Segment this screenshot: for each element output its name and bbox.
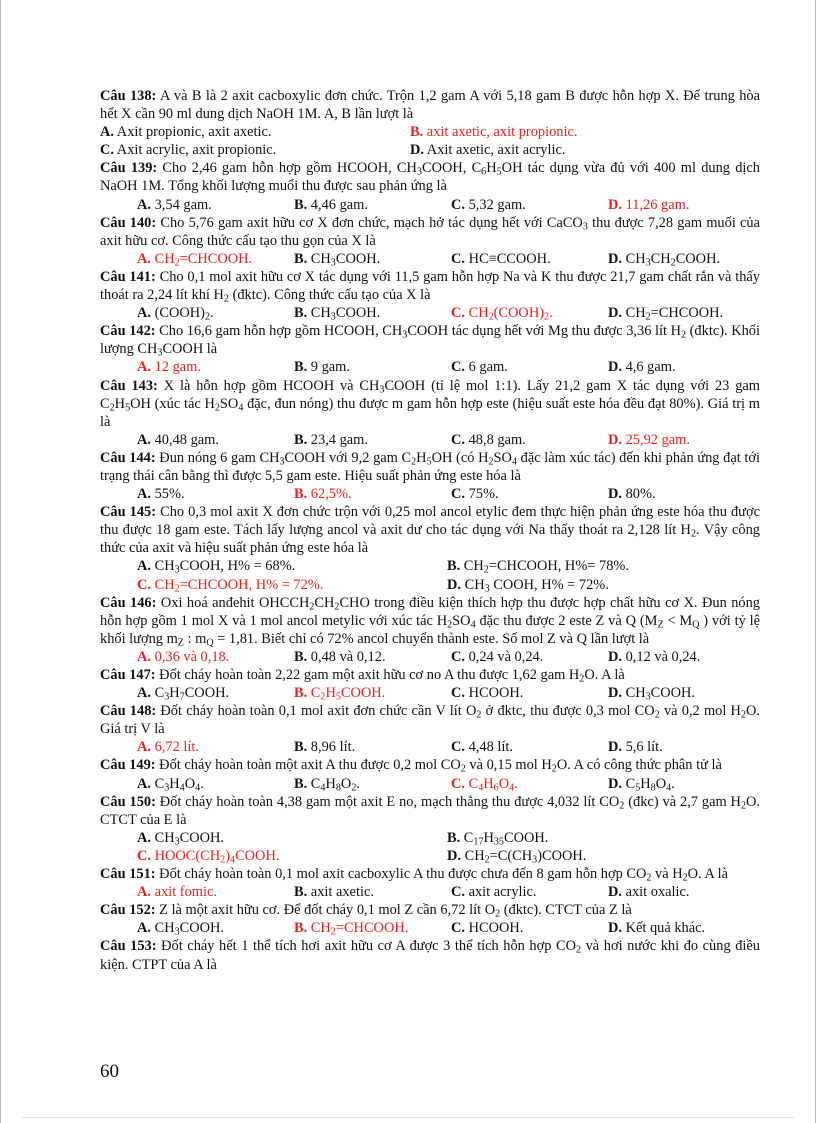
option-text: 9 gam. [307,359,350,376]
question-body: Cho 5,76 gam axit hữu cơ X đơn chức, mạch hở tác dụng hết với CaCO$_3$ thu được 7,28 gam muối của axit hữu cơ. Công thức cấu tạo thu gọn của X là [100,214,760,249]
question-text [100,793,760,829]
question-label: Câu 143: [100,377,158,394]
answer-option [137,775,294,793]
option-text: 5,6 lít. [622,739,663,756]
answer-option [451,883,608,901]
option-text: 4,6 gam. [622,359,676,376]
option-letter: B. [294,196,308,213]
answer-option [100,123,410,141]
option-text: $CH_2=CHCOOH$. [151,250,253,269]
option-text: $CH_3COOH$. [307,250,381,269]
answer-option-correct [137,576,447,594]
answer-option [137,485,294,503]
question-label: Câu 152: [100,902,156,919]
option-text: 4,48 lít. [465,739,513,756]
option-letter: D. [608,359,622,376]
option-text: axit axetic, axit propionic. [423,124,578,141]
answer-option-correct [608,431,760,449]
question-body: Đốt cháy hoàn toàn 4,38 gam một axit E no, mạch thẳng thu được 4,032 lít $CO_2$ (đkc) và 2,7 gam $H_2O$. CTCT của E là [100,793,760,828]
option-text: 0,36 và 0,18. [151,648,230,665]
question [100,594,760,666]
answer-option [137,684,294,702]
option-text: 4,46 gam. [307,196,368,213]
answer-option [137,829,447,847]
answer-option-correct [294,485,451,503]
answer-option [447,829,760,847]
question-text [100,214,760,250]
option-text: $(COOH)_2$. [151,305,214,323]
answer-option [294,431,451,449]
option-letter: C. [451,920,465,937]
question [100,865,760,901]
option-text: $C_2H_5COOH$. [307,685,386,703]
option-letter: D. [608,250,622,267]
question-body: Cho 16,6 gam hỗn hợp gồm HCOOH, $CH_3COOH$ tác dụng hết với Mg thu được 3,36 lít $H_2$ (đktc). Khối lượng $CH_3COOH$ là [100,323,760,359]
answer-options [100,648,760,666]
question [100,666,760,702]
option-text: 62,5%. [307,486,352,503]
option-text: $C_{17}H_{35}COOH$. [460,829,549,848]
option-letter: A. [137,431,151,448]
option-letter: A. [137,829,151,846]
question [100,159,760,213]
answer-options [100,557,760,593]
option-text: 0,24 và 0,24. [465,648,544,665]
question-body: A và B là 2 axit cacboxylic đơn chức. Trộn 1,2 gam A với 5,18 gam B được hỗn hợp X. Để trung hòa hết X cần 90 ml dung dịch NaOH 1M. A, B lần lượt là [100,88,760,123]
question [100,793,760,865]
option-text: $CH_3COOH$. [151,920,225,938]
option-letter: C. [451,431,465,448]
option-text: 0,48 và 0,12. [307,648,386,665]
question [100,901,760,937]
answer-options [100,358,760,376]
answer-option-correct [137,648,294,666]
option-text: $CH_3COOH$. [622,685,696,703]
option-text: $C_4H_6O_4$. [465,775,518,794]
option-text: $CH_2=C(CH_3)COOH$. [461,847,587,866]
answer-option [451,485,608,503]
option-letter: B. [447,829,461,846]
question [100,268,760,322]
answer-option [608,648,760,666]
option-letter: C. [451,685,465,702]
option-letter: A. [137,739,151,756]
answer-option [608,485,760,503]
option-text: $C_5H_8O_4$. [622,775,675,794]
answer-option [451,648,608,666]
question [100,449,760,503]
option-letter: B. [447,558,461,575]
question [100,322,760,376]
option-letter: C. [100,142,114,159]
question-text [100,666,760,684]
answer-options [100,883,760,901]
answer-option [451,684,608,702]
option-text: $C_4H_8O_2$. [307,775,360,794]
question [100,377,760,449]
option-text: 6 gam. [465,359,508,376]
answer-option-correct [137,250,294,268]
question-body: Z là một axit hữu cơ. Để đốt cháy 0,1 mol Z cần 6,72 lít $O_2$ (đktc). CTCT của Z là [155,902,632,920]
option-text: 75%. [465,486,499,503]
option-text: axit acrylic. [465,884,537,901]
question-label: Câu 138: [100,88,157,104]
answer-option-correct [294,684,451,702]
option-text: $CH_3COOH$. [307,305,381,323]
answer-option [294,648,451,666]
question-body: Cho 2,46 gam hỗn hợp gồm HCOOH, $CH_3COOH$, $C_6H_5OH$ tác dụng vừa đủ với 400 ml dung dịch NaOH 1M. Tổng khối lượng muối thu được sau phản ứng là [100,160,760,195]
option-letter: C. [137,847,151,864]
option-text: HCOOH. [465,920,524,937]
question-text [100,901,760,919]
question-text [100,937,760,973]
answer-options [100,196,760,214]
question-body: Đốt cháy hoàn toàn một axit A thu được 0,2 mol $CO_2$ và 0,15 mol $H_2O$. A có công thức phân tử là [155,757,722,775]
question-text [100,503,760,557]
question-body: Oxi hoá anđehit $OHCCH_2CH_2CHO$ trong điều kiện thích hợp thu được hợp chất hữu cơ X. Đun nóng hỗn hợp gồm 1 mol X và 1 mol ancol metylic với xúc tác $H_2SO_4$ đặc thu được 2 este Z và Q ($M_Z < M_Q$ ) với tỷ lệ khối lượng $m_Z$ : $m_Q = 1,81$. Biết chỉ có 72% ancol chuyển thành este. Số mol Z và Q lần lượt là [100,594,760,649]
answer-options [100,919,760,937]
answer-option [608,919,760,937]
option-letter: B. [294,920,308,937]
option-text: $C_3H_4O_4$. [151,775,204,794]
option-text: axit oxalic. [622,884,690,901]
question-text [100,322,760,358]
option-letter: C. [451,884,465,901]
answer-option-correct [410,123,760,141]
option-text: 8,96 lít. [307,739,356,756]
answer-option [137,919,294,937]
answer-option [608,738,760,756]
option-letter: B. [294,486,308,503]
option-letter: B. [294,359,308,376]
question-body: X là hỗn hợp gồm HCOOH và $CH_3COOH$ (tỉ lệ mol 1:1). Lấy 21,2 gam X tác dụng với 23 gam $C_2H_5OH$ (xúc tác $H_2SO_4$ đặc, đun nóng) thu được m gam hỗn hợp este (hiệu suất este hóa đều đạt 80%). Giá trị m là [100,377,760,430]
answer-option [294,304,451,322]
question [100,87,760,159]
footer-divider [23,1117,793,1118]
option-text: Axit propionic, axit axetic. [114,124,272,141]
option-letter: C. [451,305,465,322]
option-letter: A. [137,305,151,322]
option-letter: A. [137,775,151,792]
question-body: Đốt cháy hết 1 thể tích hơi axit hữu cơ A được 3 thể tích hỗn hợp $CO_2$ và hơi nước khi đo cùng điều kiện. CTPT của A là [100,938,760,973]
option-letter: B. [294,305,308,322]
option-letter: A. [100,124,114,141]
option-text: 0,12 và 0,24. [622,648,701,665]
question [100,937,760,973]
answer-option [447,576,760,594]
option-letter: B. [294,884,308,901]
question [100,702,760,756]
option-letter: A. [137,884,151,901]
question-label: Câu 141: [100,268,156,285]
question-label: Câu 140: [100,214,157,231]
page-number: 60 [100,1061,119,1082]
answer-option-correct [451,304,608,322]
question [100,214,760,268]
option-letter: A. [137,920,151,937]
option-text: 3,54 gam. [151,196,212,213]
question [100,503,760,593]
option-text: $CH_2=CHCOOH$. [307,920,409,938]
option-text: 40,48 gam. [151,431,219,448]
option-letter: D. [608,920,622,937]
option-letter: D. [608,431,622,448]
question-label: Câu 149: [100,757,156,774]
option-text: axit fomic. [151,884,217,901]
question-body: Đốt cháy hoàn toàn 2,22 gam một axit hữu cơ no A thu được 1,62 gam $H_2O$. A là [155,667,625,685]
option-letter: B. [294,685,308,702]
question-text [100,268,760,304]
answer-option-correct [137,847,447,865]
answer-option-correct [137,738,294,756]
option-text: $CH_2=CHCOOH$, H%= 78%. [460,558,629,576]
answer-option [451,431,608,449]
option-text: 80%. [622,486,656,503]
option-text: HCOOH. [465,685,524,702]
question [100,756,760,792]
answer-option-correct [451,775,608,793]
answer-option [294,883,451,901]
option-text: $CH_3CH_2COOH$. [622,250,721,269]
answer-option [294,775,451,793]
question-label: Câu 145: [100,504,157,521]
option-text: HC≡CCOOH. [465,250,551,267]
option-text: 6,72 lít. [151,739,199,756]
question-label: Câu 142: [100,323,156,340]
question-body: Đốt cháy hoàn toàn 0,1 mol axit cacboxylic A thu được chưa đến 8 gam hỗn hợp $CO_2$ và $H_2O$. A là [155,866,729,884]
answer-options [100,123,760,159]
answer-option [294,250,451,268]
option-text: 11,26 gam. [622,196,690,213]
answer-option [410,141,760,159]
answer-option [137,196,294,214]
option-letter: D. [608,305,622,322]
option-letter: C. [137,576,151,593]
question-text [100,159,760,195]
answer-option [608,883,760,901]
option-text: 55%. [151,486,185,503]
option-letter: C. [451,775,465,792]
answer-option [137,431,294,449]
answer-options [100,738,760,756]
option-text: Kết quả khác. [622,920,706,937]
option-letter: C. [451,739,465,756]
option-letter: B. [294,250,308,267]
answer-option [100,141,410,159]
question-text [100,865,760,883]
option-text: Axit acrylic, axit propionic. [114,142,277,159]
answer-option [608,684,760,702]
answer-option-correct [608,196,760,214]
question-label: Câu 146: [100,594,157,611]
answer-options [100,431,760,449]
option-text: $CH_3COOH$, H% = 68%. [151,558,296,576]
option-text: $HOOC(CH_2)_4COOH$. [151,847,280,866]
answer-option [294,196,451,214]
answer-option [608,358,760,376]
option-letter: D. [608,775,622,792]
question-label: Câu 151: [100,866,156,883]
question-text [100,594,760,648]
option-letter: A. [137,648,151,665]
answer-option-correct [294,919,451,937]
question-label: Câu 144: [100,449,156,466]
question-text [100,702,760,738]
answer-option [451,919,608,937]
option-text: $CH_3$ COOH, H% = 72%. [461,576,609,595]
option-letter: A. [137,196,151,213]
question-label: Câu 150: [100,793,156,810]
option-letter: C. [451,250,465,267]
answer-option [451,358,608,376]
answer-options [100,775,760,793]
option-letter: D. [447,576,461,593]
option-letter: A. [137,359,151,376]
option-letter: D. [410,142,424,159]
option-letter: D. [608,648,622,665]
option-text: $CH_2(COOH)_2$. [465,305,553,323]
option-text: 23,4 gam. [307,431,368,448]
option-text: Axit axetic, axit acrylic. [424,142,566,159]
answer-option [137,304,294,322]
option-letter: B. [294,648,308,665]
answer-options [100,684,760,702]
option-text: 5,32 gam. [465,196,526,213]
question-body: Cho 0,1 mol axit hữu cơ X tác dụng với 11,5 gam hỗn hợp Na và K thu được 21,7 gam chất rắn và thấy thoát ra 2,24 lít khí $H_2$ (đktc). Công thức cấu tạo của X là [100,268,760,305]
option-letter: B. [410,124,424,141]
option-letter: D. [447,847,461,864]
question-label: Câu 147: [100,667,156,683]
option-letter: D. [608,196,622,213]
option-letter: C. [451,486,465,503]
option-letter: A. [137,486,151,503]
option-letter: C. [451,648,465,665]
option-letter: B. [294,431,308,448]
answer-option [451,250,608,268]
option-text: $CH_3COOH$. [151,829,225,848]
question-body: Đun nóng 6 gam $CH_3COOH$ với 9,2 gam $C_2H_5OH$ (có $H_2SO_4$ đặc làm xúc tác) đến khi phản ứng đạt tới trạng thái cân bằng thì được 5,5 gam este. Hiệu suất phản ứng este hóa là [100,449,760,484]
answer-options [100,829,760,865]
option-letter: D. [608,884,622,901]
question-list [100,87,760,974]
answer-option [608,775,760,793]
question-body: Đốt cháy hoàn toàn 0,1 mol axit đơn chức cần V lít $O_2$ ở đktc, thu được 0,3 mol $CO_2$ và 0,2 mol $H_2O$. Giá trị V là [100,703,760,738]
option-text: $C_3H_7COOH$. [151,685,230,703]
option-letter: D. [608,685,622,702]
answer-option [608,250,760,268]
option-letter: D. [608,486,622,503]
option-text: $CH_2=CHCOOH$. [622,305,724,323]
answer-option [294,738,451,756]
answer-option [137,557,447,575]
option-text: 12 gam. [151,359,201,376]
option-text: 48,8 gam. [465,431,526,448]
answer-option [294,358,451,376]
answer-options [100,304,760,322]
answer-option-correct [137,883,294,901]
question-label: Câu 139: [100,160,158,177]
option-letter: A. [137,685,151,702]
option-letter: C. [451,196,465,213]
answer-option-correct [137,358,294,376]
answer-option [451,196,608,214]
answer-option [451,738,608,756]
option-letter: A. [137,558,151,575]
option-letter: B. [294,775,308,792]
answer-option [447,557,760,575]
option-text: 25,92 gam. [622,431,690,448]
option-letter: B. [294,739,308,756]
question-text [100,449,760,485]
question-label: Câu 153: [100,938,157,955]
option-letter: A. [137,250,151,267]
answer-option [608,304,760,322]
question-text [100,377,760,431]
option-letter: C. [451,359,465,376]
question-text [100,756,760,774]
option-text: axit axetic. [307,884,374,901]
option-text: $CH_2=CHCOOH$, H% = 72%. [151,576,324,595]
question-body: Cho 0,3 mol axit X đơn chức trộn với 0,25 mol ancol etylic đem thực hiện phản ứng este hóa thu được thu được 18 gam este. Tách lấy lượng ancol và axit dư cho tác dụng với Na thấy thoát ra 2,128 lít $H_2$. Vậy công thức của axit và hiệu suất phản ứng este hóa là [100,504,760,557]
answer-options [100,250,760,268]
option-letter: D. [608,739,622,756]
question-text [100,87,760,123]
question-label: Câu 148: [100,703,157,720]
answer-option [447,847,760,865]
answer-options [100,485,760,503]
